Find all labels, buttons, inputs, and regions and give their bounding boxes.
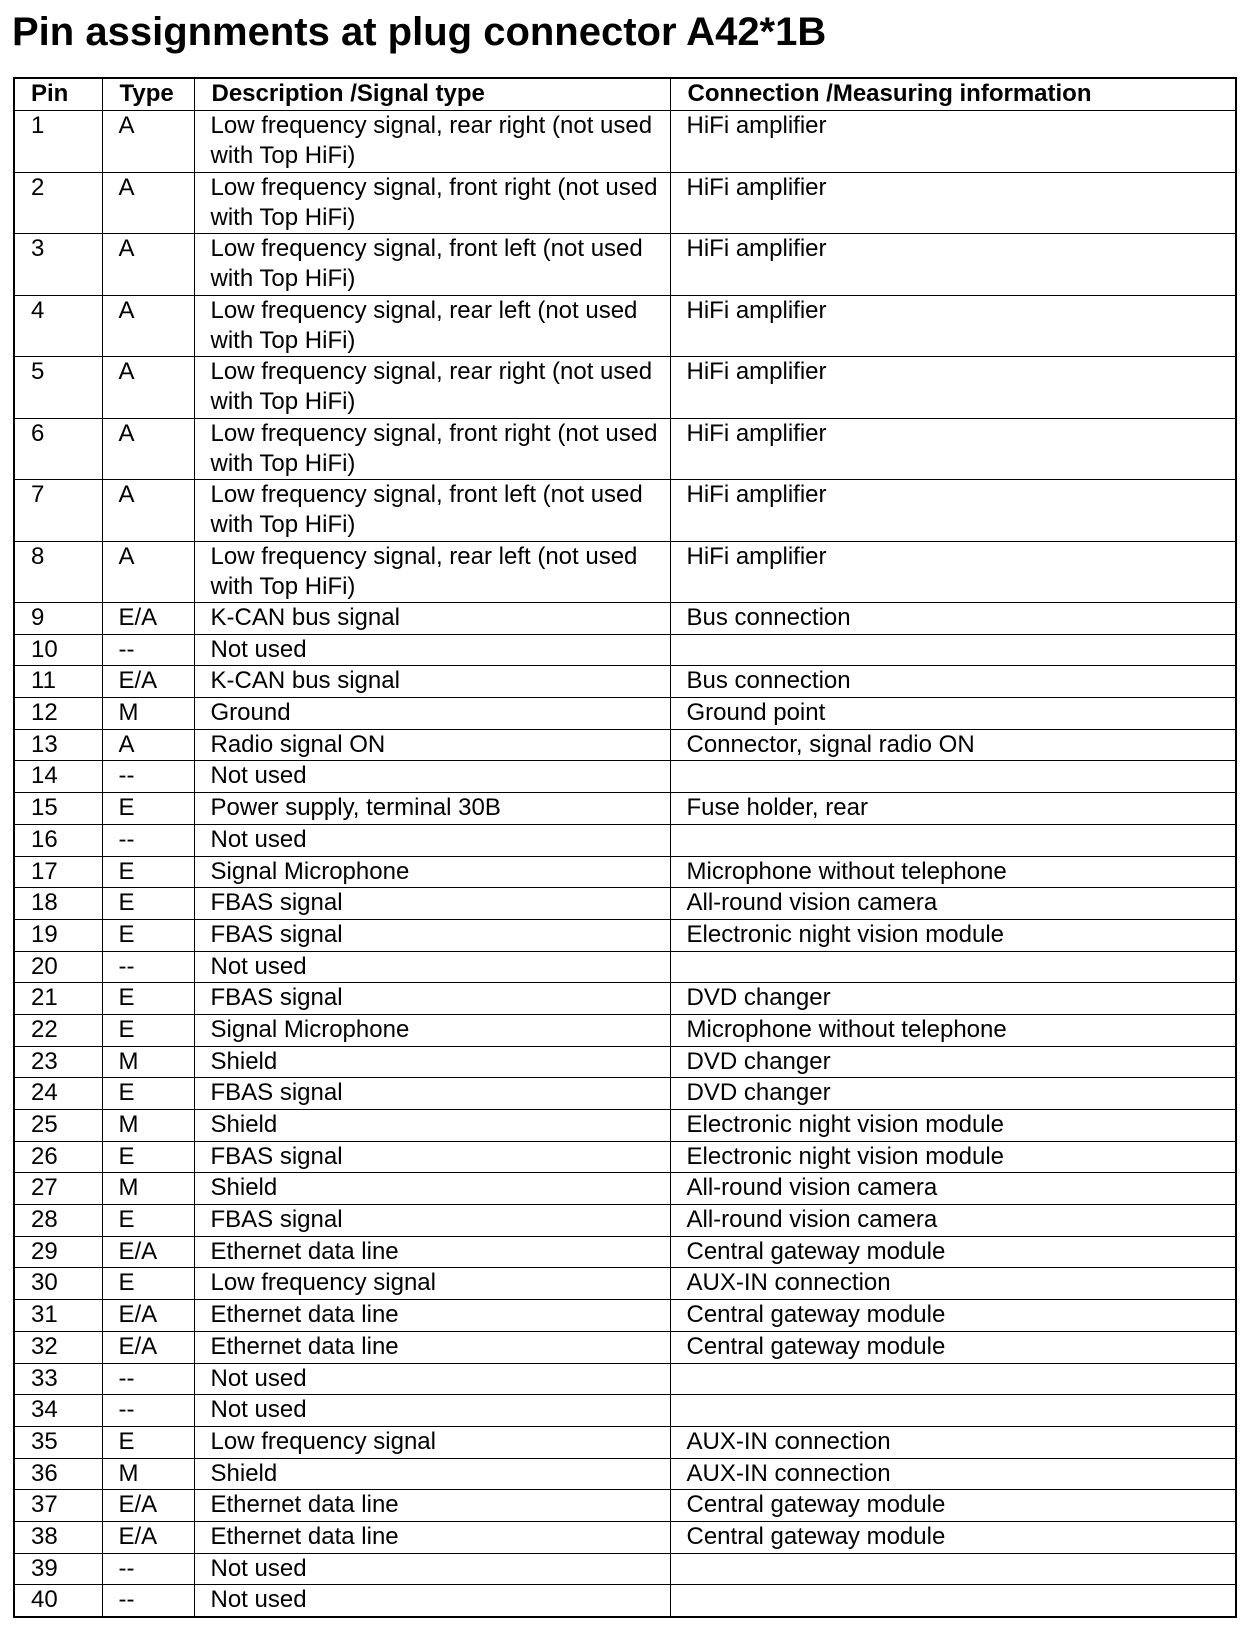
cell-description: Shield [194, 1046, 670, 1078]
cell-type: -- [102, 634, 194, 666]
cell-pin: 2 [14, 172, 102, 234]
cell-type: A [102, 541, 194, 603]
cell-type: E [102, 1014, 194, 1046]
cell-type: M [102, 1458, 194, 1490]
table-row [14, 634, 1236, 666]
table-row [14, 1585, 1236, 1617]
cell-pin: 18 [14, 888, 102, 920]
cell-description: Low frequency signal, front left (not used with Top HiFi) [194, 480, 670, 542]
cell-type: A [102, 295, 194, 357]
cell-description: K-CAN bus signal [194, 666, 670, 698]
cell-type: E [102, 1205, 194, 1237]
cell-description: Not used [194, 951, 670, 983]
cell-type: E/A [102, 1236, 194, 1268]
header-row [14, 78, 1236, 111]
cell-type: E [102, 888, 194, 920]
table-row [14, 1553, 1236, 1585]
cell-description: Low frequency signal, front right (not used with Top HiFi) [194, 418, 670, 480]
table-row [14, 1141, 1236, 1173]
cell-pin: 17 [14, 856, 102, 888]
cell-type: -- [102, 1363, 194, 1395]
cell-description: Ethernet data line [194, 1490, 670, 1522]
cell-pin: 11 [14, 666, 102, 698]
cell-pin: 1 [14, 111, 102, 173]
cell-pin: 27 [14, 1173, 102, 1205]
table-row [14, 111, 1236, 173]
cell-description: FBAS signal [194, 1078, 670, 1110]
cell-type: E/A [102, 1490, 194, 1522]
table-row [14, 856, 1236, 888]
cell-pin: 8 [14, 541, 102, 603]
cell-connection: Central gateway module [670, 1490, 1236, 1522]
cell-description: Low frequency signal, rear right (not used with Top HiFi) [194, 111, 670, 173]
cell-description: FBAS signal [194, 983, 670, 1015]
table-row [14, 1426, 1236, 1458]
cell-description: Not used [194, 1395, 670, 1427]
cell-description: Low frequency signal, front left (not used with Top HiFi) [194, 234, 670, 296]
cell-pin: 10 [14, 634, 102, 666]
cell-connection [670, 634, 1236, 666]
table-row [14, 729, 1236, 761]
cell-description: Not used [194, 1585, 670, 1617]
cell-description: FBAS signal [194, 919, 670, 951]
cell-connection: AUX-IN connection [670, 1426, 1236, 1458]
cell-description: K-CAN bus signal [194, 603, 670, 635]
page-title: Pin assignments at plug connector A42*1B [12, 10, 827, 54]
cell-type: E/A [102, 1521, 194, 1553]
table-row [14, 1078, 1236, 1110]
cell-pin: 19 [14, 919, 102, 951]
cell-description: FBAS signal [194, 888, 670, 920]
cell-connection [670, 1585, 1236, 1617]
cell-connection: Microphone without telephone [670, 856, 1236, 888]
cell-description: Low frequency signal [194, 1268, 670, 1300]
cell-description: Not used [194, 634, 670, 666]
cell-pin: 22 [14, 1014, 102, 1046]
cell-description: FBAS signal [194, 1141, 670, 1173]
cell-type: E [102, 1268, 194, 1300]
cell-description: Not used [194, 761, 670, 793]
cell-type: M [102, 1046, 194, 1078]
cell-type: A [102, 480, 194, 542]
table-row [14, 1395, 1236, 1427]
cell-description: Not used [194, 824, 670, 856]
table-row [14, 1331, 1236, 1363]
cell-type: E/A [102, 1300, 194, 1332]
cell-connection: DVD changer [670, 1046, 1236, 1078]
cell-pin: 40 [14, 1585, 102, 1617]
cell-connection: HiFi amplifier [670, 295, 1236, 357]
cell-pin: 38 [14, 1521, 102, 1553]
cell-connection [670, 1363, 1236, 1395]
cell-type: E [102, 793, 194, 825]
table-row [14, 234, 1236, 296]
cell-pin: 6 [14, 418, 102, 480]
pin-assignment-table [13, 77, 1237, 1618]
table-row [14, 1173, 1236, 1205]
cell-connection: HiFi amplifier [670, 234, 1236, 296]
cell-pin: 31 [14, 1300, 102, 1332]
cell-pin: 20 [14, 951, 102, 983]
table-row [14, 172, 1236, 234]
cell-type: -- [102, 761, 194, 793]
table-body [14, 111, 1236, 1618]
table-row [14, 541, 1236, 603]
cell-description: Shield [194, 1110, 670, 1142]
table-row [14, 1110, 1236, 1142]
cell-connection [670, 1553, 1236, 1585]
cell-connection: HiFi amplifier [670, 480, 1236, 542]
cell-description: Not used [194, 1553, 670, 1585]
cell-description: Ethernet data line [194, 1236, 670, 1268]
cell-type: E [102, 1141, 194, 1173]
table-row [14, 295, 1236, 357]
cell-type: -- [102, 951, 194, 983]
cell-pin: 30 [14, 1268, 102, 1300]
cell-connection: Central gateway module [670, 1300, 1236, 1332]
cell-pin: 23 [14, 1046, 102, 1078]
cell-connection: Central gateway module [670, 1521, 1236, 1553]
table-row [14, 603, 1236, 635]
cell-pin: 7 [14, 480, 102, 542]
cell-pin: 28 [14, 1205, 102, 1237]
cell-pin: 32 [14, 1331, 102, 1363]
cell-connection: HiFi amplifier [670, 357, 1236, 419]
cell-pin: 33 [14, 1363, 102, 1395]
cell-pin: 24 [14, 1078, 102, 1110]
table-row [14, 480, 1236, 542]
cell-connection: Electronic night vision module [670, 1110, 1236, 1142]
table-row [14, 1490, 1236, 1522]
cell-type: -- [102, 824, 194, 856]
cell-type: E [102, 1078, 194, 1110]
cell-type: E [102, 1426, 194, 1458]
cell-type: M [102, 1110, 194, 1142]
header-description: Description /Signal type [194, 78, 670, 111]
cell-connection: All-round vision camera [670, 1173, 1236, 1205]
cell-pin: 13 [14, 729, 102, 761]
cell-type: A [102, 111, 194, 173]
cell-connection [670, 951, 1236, 983]
cell-description: Power supply, terminal 30B [194, 793, 670, 825]
table-row [14, 761, 1236, 793]
table-row [14, 1205, 1236, 1237]
cell-pin: 14 [14, 761, 102, 793]
cell-connection [670, 761, 1236, 793]
table-row [14, 1300, 1236, 1332]
cell-type: A [102, 234, 194, 296]
cell-connection [670, 1395, 1236, 1427]
cell-connection: AUX-IN connection [670, 1458, 1236, 1490]
cell-type: E/A [102, 603, 194, 635]
table-row [14, 951, 1236, 983]
cell-pin: 3 [14, 234, 102, 296]
cell-type: -- [102, 1395, 194, 1427]
cell-type: A [102, 172, 194, 234]
table-row [14, 418, 1236, 480]
cell-description: Ethernet data line [194, 1300, 670, 1332]
cell-type: -- [102, 1585, 194, 1617]
cell-type: E [102, 856, 194, 888]
cell-description: Ethernet data line [194, 1331, 670, 1363]
table-row [14, 666, 1236, 698]
cell-type: A [102, 418, 194, 480]
cell-pin: 12 [14, 698, 102, 730]
cell-pin: 37 [14, 1490, 102, 1522]
cell-type: M [102, 1173, 194, 1205]
cell-connection: Ground point [670, 698, 1236, 730]
cell-connection: DVD changer [670, 983, 1236, 1015]
cell-description: Low frequency signal, front right (not used with Top HiFi) [194, 172, 670, 234]
table-row [14, 357, 1236, 419]
cell-connection: Electronic night vision module [670, 919, 1236, 951]
cell-pin: 9 [14, 603, 102, 635]
table-row [14, 698, 1236, 730]
cell-pin: 34 [14, 1395, 102, 1427]
cell-connection: DVD changer [670, 1078, 1236, 1110]
cell-pin: 39 [14, 1553, 102, 1585]
cell-pin: 35 [14, 1426, 102, 1458]
cell-connection: Central gateway module [670, 1331, 1236, 1363]
cell-connection [670, 824, 1236, 856]
table-row [14, 1363, 1236, 1395]
cell-pin: 15 [14, 793, 102, 825]
cell-pin: 36 [14, 1458, 102, 1490]
cell-type: A [102, 729, 194, 761]
header-type: Type [102, 78, 194, 111]
cell-description: Low frequency signal, rear left (not used with Top HiFi) [194, 295, 670, 357]
table-row [14, 1268, 1236, 1300]
cell-description: Shield [194, 1173, 670, 1205]
cell-description: Not used [194, 1363, 670, 1395]
cell-connection: AUX-IN connection [670, 1268, 1236, 1300]
table-row [14, 983, 1236, 1015]
header-pin: Pin [14, 78, 102, 111]
cell-description: FBAS signal [194, 1205, 670, 1237]
cell-connection: Central gateway module [670, 1236, 1236, 1268]
cell-description: Signal Microphone [194, 1014, 670, 1046]
cell-connection: All-round vision camera [670, 888, 1236, 920]
cell-pin: 21 [14, 983, 102, 1015]
cell-pin: 25 [14, 1110, 102, 1142]
cell-type: A [102, 357, 194, 419]
cell-pin: 29 [14, 1236, 102, 1268]
table-header [14, 78, 1236, 111]
cell-pin: 4 [14, 295, 102, 357]
cell-connection: Bus connection [670, 666, 1236, 698]
cell-type: E [102, 983, 194, 1015]
cell-connection: HiFi amplifier [670, 418, 1236, 480]
cell-description: Ground [194, 698, 670, 730]
cell-type: M [102, 698, 194, 730]
cell-type: E [102, 919, 194, 951]
cell-type: E/A [102, 666, 194, 698]
cell-connection: Fuse holder, rear [670, 793, 1236, 825]
cell-connection: HiFi amplifier [670, 541, 1236, 603]
cell-connection: HiFi amplifier [670, 111, 1236, 173]
table-row [14, 824, 1236, 856]
cell-description: Low frequency signal, rear left (not used with Top HiFi) [194, 541, 670, 603]
table-row [14, 1521, 1236, 1553]
cell-pin: 26 [14, 1141, 102, 1173]
table-row [14, 1458, 1236, 1490]
cell-connection: HiFi amplifier [670, 172, 1236, 234]
cell-description: Radio signal ON [194, 729, 670, 761]
header-connection: Connection /Measuring information [670, 78, 1236, 111]
cell-connection: Connector, signal radio ON [670, 729, 1236, 761]
cell-connection: Microphone without telephone [670, 1014, 1236, 1046]
cell-description: Shield [194, 1458, 670, 1490]
cell-connection: All-round vision camera [670, 1205, 1236, 1237]
cell-pin: 16 [14, 824, 102, 856]
cell-pin: 5 [14, 357, 102, 419]
cell-connection: Electronic night vision module [670, 1141, 1236, 1173]
cell-type: -- [102, 1553, 194, 1585]
cell-description: Low frequency signal, rear right (not used with Top HiFi) [194, 357, 670, 419]
table-row [14, 1046, 1236, 1078]
table-row [14, 793, 1236, 825]
table-row [14, 919, 1236, 951]
table-row [14, 1014, 1236, 1046]
cell-description: Ethernet data line [194, 1521, 670, 1553]
cell-description: Signal Microphone [194, 856, 670, 888]
cell-type: E/A [102, 1331, 194, 1363]
cell-connection: Bus connection [670, 603, 1236, 635]
cell-description: Low frequency signal [194, 1426, 670, 1458]
table-row [14, 1236, 1236, 1268]
table-row [14, 888, 1236, 920]
